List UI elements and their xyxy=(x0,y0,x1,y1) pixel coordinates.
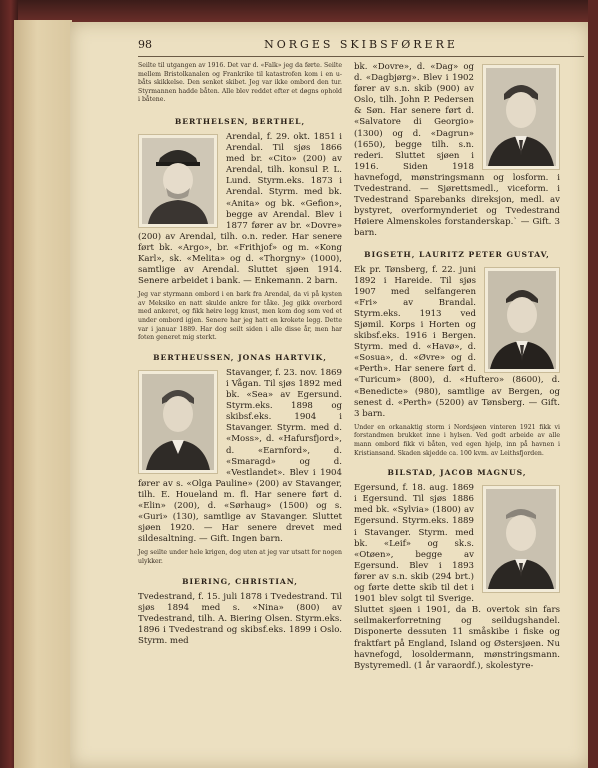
entry-name: BIERING, CHRISTIAN, xyxy=(182,576,298,586)
book-binding-top xyxy=(0,0,598,22)
entry-text: Ek pr. Tønsberg, f. 22. juni 1892 i Hareide. Til sjøs 1907 med selfangeren «Fri» av Brandal. Styrm.eks. 1913 ved Sjømil. Korps i Horten og skibsf.eks. 1916 i Bergen. Styrm. med d. «Havø», d. «Sosua», d. «Øvre» og d. «Perth». Har senere ført d. «Turicum» (800), d. «Huftero» (8600), d. «Benedicte» (980), samtlige av Bergen, og senest d. «Perth» (5200) av Tønsberg. — Gift. 3 barn. xyxy=(354,264,560,419)
entry-name: BILSTAD, JACOB MAGNUS, xyxy=(387,468,527,478)
page-title: NORGES SKIBSFØRERE xyxy=(264,38,458,51)
entry-text: Egersund, f. 18. aug. 1869 i Egersund. Til sjøs 1886 med bk. «Sylvia» (1800) av Egersund. Styrm.eks. 1889 i Stavanger. Styrm. med bk. «Leif» og sk.s. «Otøen», begge av Egersund. Blev i 1893 fører av s.n. skib (294 brt.) og førte dette skib til det i 1901 blev solgt til Sverige. Sluttet sjøen i 1901, da B. overtok sin fars seilmakerforretning og seildugshandel. Disponerte dessuten 11 småskibe i fiske og fraktfart på England, Island og Østersjøen. Nu havnefogd, losoldermann, mønstringsmann. Bystyremedl. (1 år varaordf.), skolestyre- xyxy=(354,483,560,671)
entry-text: Tvedestrand, f. 15. juli 1878 i Tvedestrand. Til sjøs 1894 med s. «Nina» (800) av Tvedestrand, tilh. A. Biering Olsen. Styrm.eks. 1896 i Tvedestrand og skibsf.eks. 1899 i Oslo. Styrm. med xyxy=(138,591,342,646)
entry-text: Arendal, f. 29. okt. 1851 i Arendal. Til sjøs 1866 med br. «Cito» (200) av Arendal, tilh. konsul P. L. Lund. Styrm.eks. 1873 i Arendal. Styrm. med bk. «Anita» og bk. «Gefion», begge av Arendal. Blev i 1877 fører av br. «Dovre» (200) av Arendal, tilh. o.n. reder. Har senere ført bk. «Argo», br. «Frithjof» og m. «Kong Karl», sk. «Melita» og d. «Thorgny» (1000), samtlige av Arendal. Sluttet sjøen 1914. Senere arbeidet i bank. — Enkemann. 2 barn. xyxy=(138,131,342,287)
portrait-photo xyxy=(138,134,218,228)
portrait-photo xyxy=(482,64,560,170)
portrait-photo xyxy=(138,370,218,474)
portrait-photo xyxy=(482,485,560,593)
intro-note: Seilte til utgangen av 1916. Det var d. «Falk» jeg da førte. Seilte mellem Bristolkanalen og Frankrike til katastrofen kom i en u-båts skikkelse. Den senket skibet. Jeg var ikke ombord den tur. Styrmannen hadde båten. Alle blev reddet efter et døgns ophold i båtene. xyxy=(138,62,342,104)
portrait-photo xyxy=(484,267,560,373)
book-binding-right xyxy=(588,0,598,768)
entry-name: BERTHEUSSEN, JONAS HARTVIK, xyxy=(153,352,327,362)
running-header xyxy=(138,38,584,57)
entry-text: Stavanger, f. 23. nov. 1869 i Vågan. Til sjøs 1892 med bk. «Sea» av Egersund. Styrm.eks. 1898 og skibsf.eks. 1904 i Stavanger. Styrm. med d. «Moss», d. «Hafursfjord», d. «Earnford», d. «Smaragd» og d. «Vestlandet». Blev i 1904 fører av s. «Olga Pauline» (200) av Stavanger, tilh. E. Houeland m. fl. Har senere ført d. «Elin» (200), d. «Sørhaug» (1500) og s. «Guri» (130), samtlige av Stavanger. Sluttet sjøen 1920. — Har senere drevet med sildesaltning. — Gift. Ingen barn. xyxy=(138,367,342,545)
entry-note: Jeg seilte under hele krigen, dog uten at jeg var utsatt for nogen ulykker. xyxy=(138,549,342,565)
continuation-text: bk. «Dovre», d. «Dag» og d. «Dagbjørg». Blev i 1902 fører av s.n. skib (900) av Oslo, tilh. John P. Pedersen & Søn. Har senere ført d. «Salvatore di Georgio» (1300) og d. «Dagrun» (1650), begge tilh. s.n. rederi. Sluttet sjøen i 1916. Siden 1918 havnefogd, mønstringsmann og losform. i Tvedestrand. — Sjørettsmedl., viceform. i Tvedestrand Sparebanks direksjon, medl. av bystyret, overformynderiet og Tvedestrand Høiere Almenskoles forstanderskap.` — Gift. 3 barn. xyxy=(354,62,560,239)
portrait-image xyxy=(142,138,214,224)
entry-note: Jeg var styrmann ombord i en bark fra Arendal, da vi på kysten av Meksiko en natt skulde ankre for tåke. Jeg gikk overbord med ankeret, og fikk høire legg knust, men kom dog som ved et under ombord igjen. Senere har jeg hatt en krokete legg. Dette var i januar 1889. Har dog seilt siden i alle disse år, men har foten generet mig sterkt. xyxy=(138,291,342,342)
page-number: 98 xyxy=(138,38,152,51)
entry-name: BERTHELSEN, BERTHEL, xyxy=(174,116,306,126)
portrait-image xyxy=(142,374,214,470)
portrait-image xyxy=(486,68,556,166)
entry-name: BIGSETH, LAURITZ PETER GUSTAV, xyxy=(364,249,550,259)
entry-note: Under en orkanaktig storm i Nordsjøen vinteren 1921 fikk vi forstandmen brukket inne i hylsen. Ved godt arbeide av alle mann ombord fikk vi båten, ved egen hjelp, inn på havnen i Kristiansand. Skaden skjedde ca. 100 kvm. av Leithsfjorden. xyxy=(354,423,560,457)
page-edges xyxy=(14,20,72,768)
portrait-image xyxy=(488,271,556,369)
right-column xyxy=(354,62,560,672)
portrait-image xyxy=(486,489,556,589)
left-column xyxy=(138,62,342,647)
